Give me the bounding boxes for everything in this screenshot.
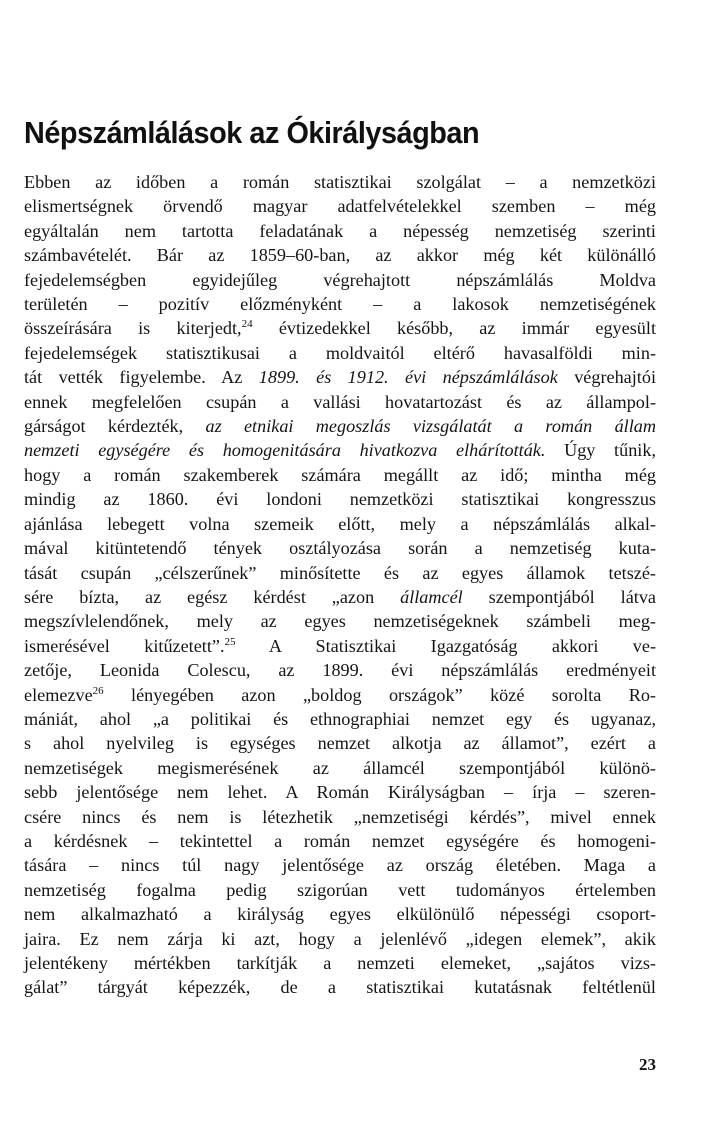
text-span: lényegében azon „boldog országok” közé sorolta Ro- [103, 684, 656, 705]
text-span: összeírására is kiterjedt, [24, 318, 242, 339]
text-span: gálat” tárgyát képezzék, de a statisztikai kutatásnak feltétlenül [24, 977, 656, 998]
footnote-ref: 26 [92, 684, 104, 697]
text-span: Ebben az időben a román statisztikai szolgálat – a nemzetközi [24, 172, 656, 192]
text-line [24, 512, 656, 536]
text-span: végrehajtói [557, 367, 657, 388]
text-line [24, 170, 656, 194]
text-line [24, 975, 656, 999]
text-span: tását csupán „célszerűnek” minősítette és az egyes államok tetszé- [24, 562, 656, 583]
text-line [24, 731, 656, 755]
text-span: elemezve [24, 684, 93, 705]
text-span: sebb jelentősége nem lehet. A Román Királyságban – írja – szeren- [24, 782, 656, 803]
text-span: ajánlása lebegett volna szemeik előtt, mely a népszámlálás alkal- [24, 513, 656, 534]
text-line [24, 902, 656, 926]
text-line [24, 194, 656, 218]
text-line [24, 634, 656, 658]
italic-span: 1899. és 1912. évi népszámlálások [258, 367, 558, 388]
text-span: jelentékeny mértékben tarkítják a nemzeti elemeket, „sajátos vizs- [24, 953, 656, 973]
text-span: gárságot kérdezték, [24, 416, 206, 437]
text-span: fejedelemségek statisztikusai a moldvaitól eltérő havasalföldi min- [24, 342, 656, 363]
text-line [24, 805, 656, 829]
text-span: mindig az 1860. évi londoni nemzetközi statisztikai kongresszus [24, 489, 656, 510]
text-span: csére nincs és nem is létezhetik „nemzetiségi kérdés”, mivel ennek [24, 806, 656, 827]
text-span: területén – pozitív előzményként – a lakosok nemzetiségének [24, 294, 656, 315]
text-span: A Statisztikai Igazgatóság akkori ve- [235, 635, 657, 656]
text-span: számbavételét. Bár az 1859–60-ban, az akkor még két különálló [24, 245, 656, 266]
text-line [24, 658, 656, 682]
text-span: elismertségnek örvendő magyar adatfelvételekkel szemben – még [24, 196, 656, 217]
text-span: a kérdésnek – tekintettel a román nemzet egységére és homogeni- [24, 830, 656, 851]
text-span: sére bízta, az egész kérdést „azon [24, 586, 401, 607]
text-span: mániát, ahol „a politikai és ethnographiai nemzet egy és ugyanaz, [24, 708, 656, 729]
italic-span: államcél [400, 586, 463, 607]
text-span: ennek megfelelően csupán a vallási hovatartozást és az állampol- [24, 391, 656, 412]
text-line [24, 463, 656, 487]
text-line [24, 756, 656, 780]
text-span: mával kitüntetendő tények osztályozása során a nemzetiség kuta- [24, 538, 656, 559]
text-span: hogy a román szakemberek számára megállt az idő; mintha még [24, 464, 656, 485]
text-span: ismerésével kitűzetett”. [24, 635, 225, 656]
page-number: 23 [639, 1055, 656, 1074]
text-line [24, 268, 656, 292]
text-line [24, 243, 656, 267]
text-line [24, 341, 656, 365]
text-line [24, 414, 656, 438]
text-line [24, 219, 656, 243]
text-line [24, 853, 656, 877]
text-line [24, 487, 656, 511]
text-line [24, 536, 656, 560]
text-line [24, 561, 656, 585]
footnote-ref: 24 [241, 318, 253, 331]
chapter-title: Népszámlálások az Ókirályságban [24, 115, 480, 150]
text-line [24, 829, 656, 853]
text-line [24, 951, 656, 975]
body-text [24, 170, 656, 1000]
text-span: tát vették figyelembe. Az [24, 367, 259, 388]
text-line [24, 585, 656, 609]
text-line [24, 707, 656, 731]
text-span: jaira. Ez nem zárja ki azt, hogy a jelenlévő „idegen elemek”, akik [24, 928, 656, 949]
text-line [24, 292, 656, 316]
text-span: évtizedekkel később, az immár egyesült [252, 318, 656, 339]
italic-span: az etnikai megoszlás vizsgálatát a román állam [205, 416, 656, 437]
text-span: szempontjából látva [462, 586, 656, 607]
text-line [24, 878, 656, 902]
text-line [24, 390, 656, 414]
text-span: tására – nincs túl nagy jelentősége az ország életében. Maga a [24, 855, 656, 876]
text-line [24, 316, 656, 340]
italic-span: nemzeti egységére és homogenitására hivatkozva elhárították. [24, 440, 546, 461]
text-span: nem alkalmazható a királyság egyes elkülönülő népességi csoport- [24, 904, 656, 925]
text-span: fejedelemségben egyidejűleg végrehajtott népszámlálás Moldva [24, 269, 656, 290]
text-line [24, 365, 656, 389]
text-span: Úgy tűnik, [545, 440, 656, 461]
text-span: megszívlelendőnek, mely az egyes nemzetiségeknek számbeli meg- [24, 611, 656, 632]
footnote-ref: 25 [224, 635, 236, 648]
text-line [24, 438, 656, 462]
text-span: zetője, Leonida Colescu, az 1899. évi népszámlálás eredményeit [24, 660, 656, 681]
text-line [24, 683, 656, 707]
text-line [24, 780, 656, 804]
text-line [24, 927, 656, 951]
text-span: nemzetiségek megismerésének az államcél szempontjából különö- [24, 757, 656, 778]
text-line [24, 609, 656, 633]
text-span: s ahol nyelvileg is egységes nemzet alkotja az államot”, ezért a [24, 733, 656, 754]
text-span: egyáltalán nem tartotta feladatának a népesség nemzetiség szerinti [24, 220, 656, 241]
text-span: nemzetiség fogalma pedig szigorúan vett tudományos értelemben [24, 879, 656, 900]
